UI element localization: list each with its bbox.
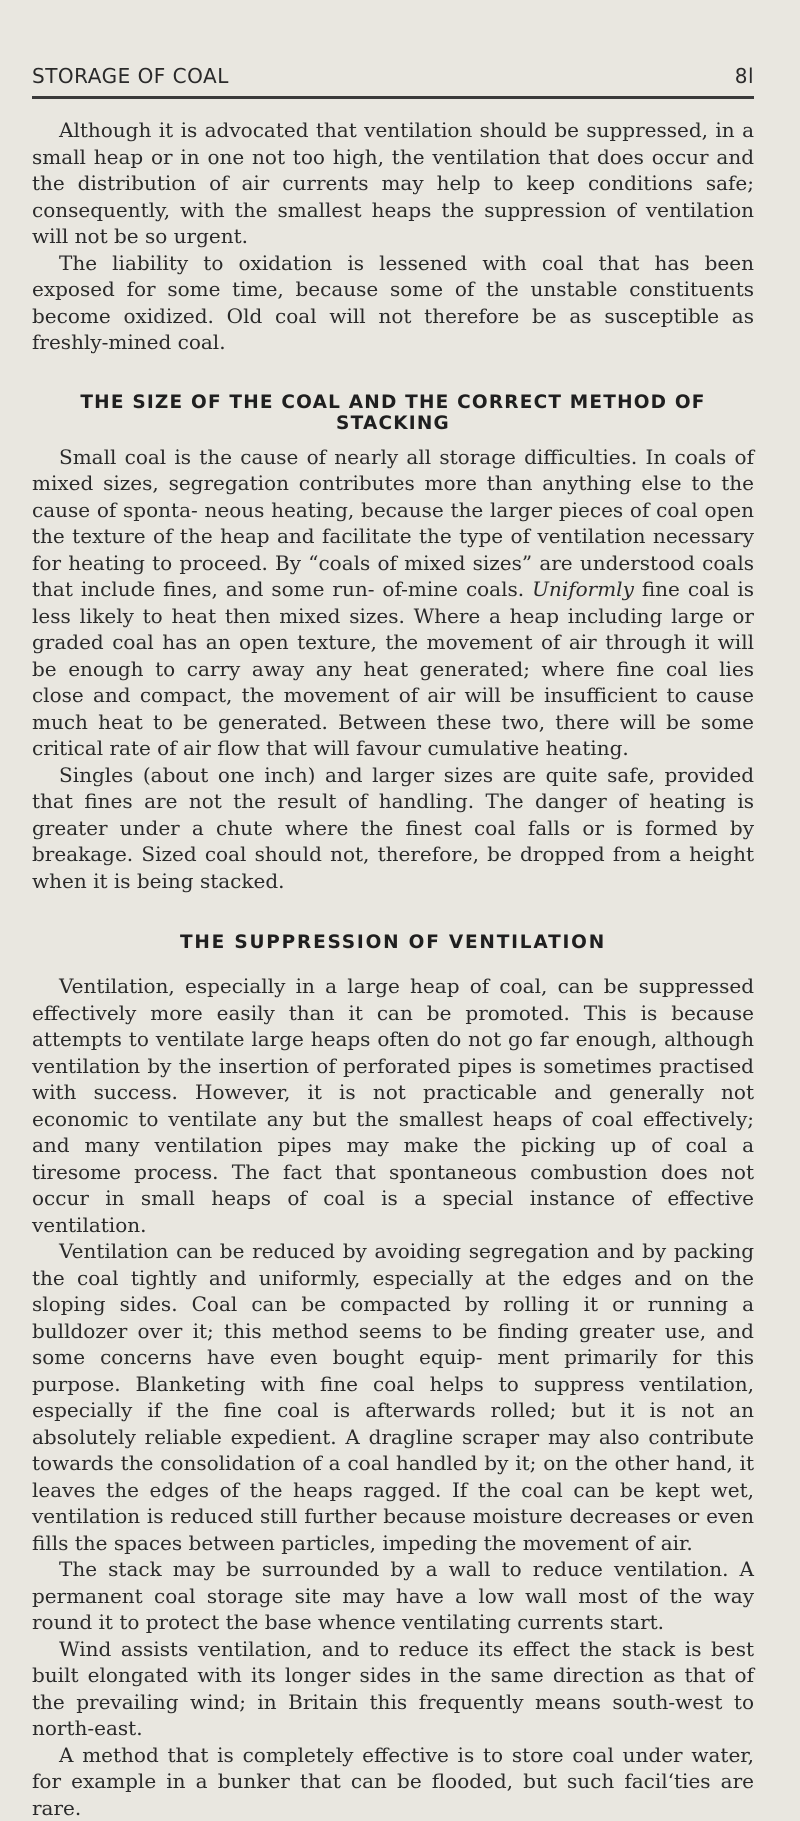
ventilation-paragraph-3: The stack may be surrounded by a wall to reduce ventilation. A permanent coal storage site may have a low wall most of the way round it to protect the base whence ventilating currents start.: [32, 1556, 754, 1636]
page-number: 8l: [735, 64, 754, 88]
running-head: [32, 64, 754, 96]
size-paragraph-2: Singles (about one inch) and larger sizes are quite safe, provided that fines are not the result of handling. The danger of heating is greater under a chute where the finest coal falls or is formed by breakage. Sized coal should not, therefore, be dropped from a height when it is being stacked.: [32, 762, 754, 895]
running-head-title: STORAGE OF COAL: [32, 64, 229, 88]
size-paragraph-1-text-b: fine coal is less likely to heat then mixed sizes. Where a heap including large or graded coal has an open texture, the movement of air through it will be enough to carry away any heat generated; where fine coal lies close and compact, the movement of air will be insufficient to cause much heat to be generated. Between these two, there will be some critical rate of air flow that will favour cumulative heating.: [32, 577, 754, 760]
ventilation-paragraph-1: Ventilation, especially in a large heap of coal, can be suppressed effectively more easily than it can be promoted. This is because attempts to ventilate large heaps often do not go far enough, although ventilation by the insertion of perforated pipes is sometimes practised with success. However, it is not practicable and generally not economic to ventilate any but the smallest heaps of coal effectively; and many ventilation pipes may make the picking up of coal a tiresome process. The fact that spontaneous combustion does not occur in small heaps of coal is a special instance of effective ventilation.: [32, 973, 754, 1238]
section-heading-size-and-stacking: THE SIZE OF THE COAL AND THE CORRECT METHOD OF STACKING: [32, 392, 754, 434]
size-paragraph-1-text-a: Small coal is the cause of nearly all storage difficulties. In coals of mixed sizes, segregation contributes more than anything else to the cause of sponta- neous heating, because the larger pieces of coal open the texture of the heap and facilitate the type of ventilation necessary for heating to proceed. By “coals of mixed sizes” are understood coals that include fines, and some run- of-mine coals.: [32, 445, 754, 602]
ventilation-paragraph-5: A method that is completely effective is to store coal under water, for example in a bunker that can be flooded, but such facil‘ties are rare.: [32, 1742, 754, 1821]
ventilation-paragraph-2: Ventilation can be reduced by avoiding segregation and by packing the coal tightly and uniformly, especially at the edges and on the sloping sides. Coal can be compacted by rolling it or running a bulldozer over it; this method seems to be finding greater use, and some concerns have even bought equip- ment primarily for this purpose. Blanketing with fine coal helps to suppress ventilation, especially if the fine coal is afterwards rolled; but it is not an absolutely reliable expedient. A dragline scraper may also contribute towards the consolidation of a coal handled by it; on the other hand, it leaves the edges of the heaps ragged. If the coal can be kept wet, ventilation is reduced still further because moisture decreases or even fills the spaces between particles, impeding the movement of air.: [32, 1238, 754, 1556]
intro-paragraph-1: Although it is advocated that ventilation should be suppressed, in a small heap or in one not too high, the ventilation that does occur and the distribution of air currents may help to keep conditions safe; consequently, with the smallest heaps the suppression of ventilation will not be so urgent.: [32, 117, 754, 250]
header-rule: [32, 96, 754, 99]
ventilation-paragraph-4: Wind assists ventilation, and to reduce its effect the stack is best built elongated with its longer sides in the same direction as that of the prevailing wind; in Britain this frequently means south-west to north-east.: [32, 1636, 754, 1742]
section-heading-suppression-of-ventilation: THE SUPPRESSION OF VENTILATION: [32, 932, 754, 953]
intro-paragraph-2: The liability to oxidation is lessened with coal that has been exposed for some time, because some of the unstable constituents become oxidized. Old coal will not therefore be as susceptible as freshly-mined coal.: [32, 250, 754, 356]
size-paragraph-1: [32, 444, 754, 762]
body-text: [32, 117, 754, 1821]
size-paragraph-1-emphasis: Uniformly: [532, 577, 634, 601]
